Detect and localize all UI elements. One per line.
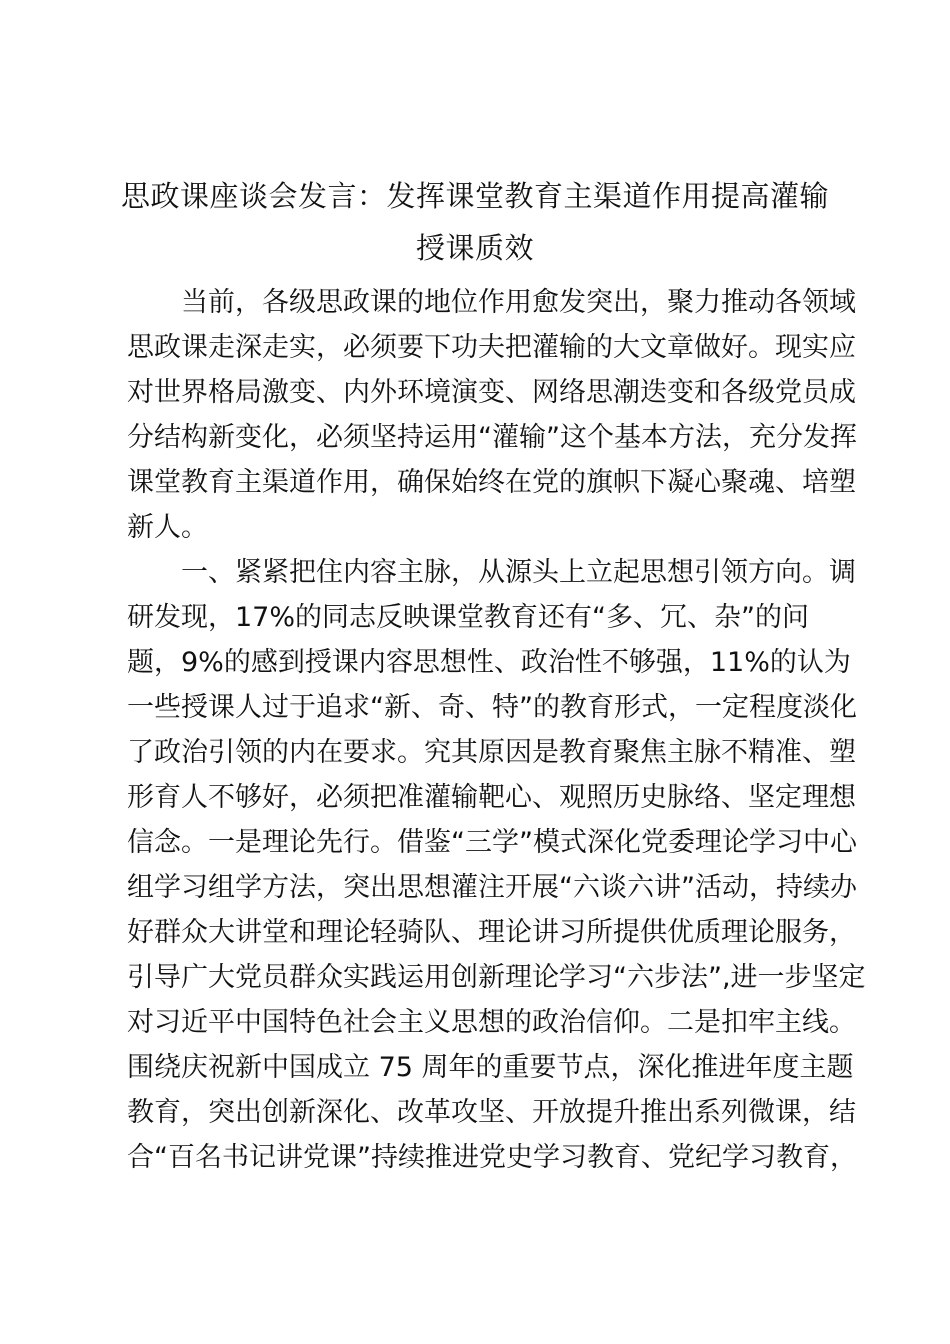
document-title bbox=[120, 170, 830, 274]
paragraph-line: 新人。 bbox=[127, 512, 208, 543]
paragraph-line: 形育人不够好，必须把准灌输靶心、观照历史脉络、坚定理想 bbox=[127, 782, 856, 813]
paragraph-line: 分结构新变化，必须坚持运用“灌输”这个基本方法，充分发挥 bbox=[127, 422, 857, 453]
paragraph-line: 对习近平中国特色社会主义思想的政治信仰。二是扣牢主线。 bbox=[127, 1007, 856, 1038]
paragraph-line: 教育，突出创新深化、改革攻坚、开放提升推出系列微课，结 bbox=[127, 1097, 856, 1128]
paragraph-intro bbox=[127, 280, 857, 550]
paragraph-line: 信念。一是理论先行。借鉴“三学”模式深化党委理论学习中心 bbox=[127, 827, 857, 858]
paragraph-line: 思政课走深走实，必须要下功夫把灌输的大文章做好。现实应 bbox=[127, 332, 856, 363]
paragraph-line: 研发现，17%的同志反映课堂教育还有“多、冗、杂”的问 bbox=[127, 602, 809, 633]
paragraph-line: 题，9%的感到授课内容思想性、政治性不够强，11%的认为 bbox=[127, 647, 851, 678]
paragraph-line: 一些授课人过于追求“新、奇、特”的教育形式，一定程度淡化 bbox=[127, 692, 857, 723]
paragraph-line: 课堂教育主渠道作用，确保始终在党的旗帜下凝心聚魂、培塑 bbox=[127, 467, 856, 498]
paragraph-line: 围绕庆祝新中国成立 75 周年的重要节点，深化推进年度主题 bbox=[127, 1052, 854, 1083]
paragraph-line: 对世界格局激变、内外环境演变、网络思潮迭变和各级党员成 bbox=[127, 377, 856, 408]
paragraph-line: 一、紧紧把住内容主脉，从源头上立起思想引领方向。调 bbox=[181, 557, 856, 588]
paragraph-line: 好群众大讲堂和理论轻骑队、理论讲习所提供优质理论服务， bbox=[127, 917, 856, 948]
paragraph-line: 引导广大党员群众实践运用创新理论学习“六步法”,进一步坚定 bbox=[127, 962, 866, 993]
paragraph-line: 当前，各级思政课的地位作用愈发突出，聚力推动各领域 bbox=[181, 287, 856, 318]
paragraph-line: 了政治引领的内在要求。究其原因是教育聚焦主脉不精准、塑 bbox=[127, 737, 856, 768]
document-body bbox=[127, 280, 866, 1180]
title-line: 授课质效 bbox=[415, 231, 534, 265]
paragraph-section-one bbox=[127, 550, 866, 1180]
paragraph-line: 组学习组学方法，突出思想灌注开展“六谈六讲”活动，持续办 bbox=[127, 872, 857, 903]
paragraph-line: 合“百名书记讲党课”持续推进党史学习教育、党纪学习教育， bbox=[127, 1142, 857, 1173]
title-line: 思政课座谈会发言：发挥课堂教育主渠道作用提高灌输 bbox=[120, 179, 829, 213]
